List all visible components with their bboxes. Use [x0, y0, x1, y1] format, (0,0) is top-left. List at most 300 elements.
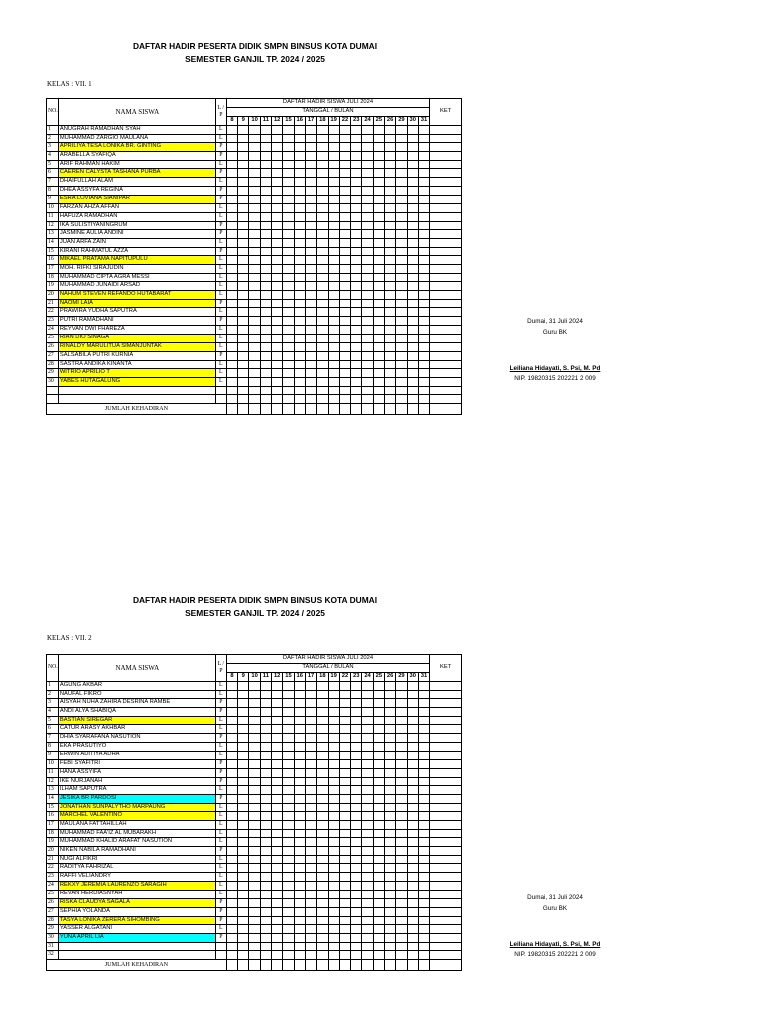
attendance-cell[interactable]: [260, 942, 271, 951]
ket-cell[interactable]: [430, 377, 462, 386]
attendance-cell[interactable]: [260, 734, 271, 743]
attendance-cell[interactable]: [418, 204, 429, 213]
attendance-cell[interactable]: [238, 786, 249, 795]
attendance-cell[interactable]: [294, 708, 305, 717]
attendance-cell[interactable]: [339, 351, 350, 360]
attendance-cell[interactable]: [362, 351, 373, 360]
attendance-cell[interactable]: [373, 716, 384, 725]
attendance-cell[interactable]: [305, 360, 316, 369]
attendance-cell[interactable]: [283, 317, 294, 326]
attendance-cell[interactable]: [238, 395, 249, 404]
attendance-cell[interactable]: [396, 308, 407, 317]
attendance-cell[interactable]: [283, 308, 294, 317]
attendance-cell[interactable]: [305, 143, 316, 152]
attendance-cell[interactable]: [305, 369, 316, 378]
attendance-cell[interactable]: [362, 864, 373, 873]
attendance-cell[interactable]: [373, 855, 384, 864]
attendance-cell[interactable]: [305, 933, 316, 942]
attendance-cell[interactable]: [294, 803, 305, 812]
attendance-cell[interactable]: [328, 899, 339, 908]
attendance-cell[interactable]: [373, 212, 384, 221]
attendance-cell[interactable]: [226, 186, 237, 195]
attendance-cell[interactable]: [339, 317, 350, 326]
attendance-cell[interactable]: [339, 143, 350, 152]
attendance-cell[interactable]: [294, 195, 305, 204]
attendance-cell[interactable]: [418, 794, 429, 803]
attendance-cell[interactable]: [362, 360, 373, 369]
attendance-cell[interactable]: [272, 334, 283, 343]
attendance-cell[interactable]: [272, 195, 283, 204]
attendance-cell[interactable]: [294, 291, 305, 300]
attendance-cell[interactable]: [396, 847, 407, 856]
attendance-cell[interactable]: [238, 690, 249, 699]
attendance-cell[interactable]: [226, 299, 237, 308]
attendance-cell[interactable]: [272, 178, 283, 187]
attendance-cell[interactable]: [260, 708, 271, 717]
attendance-cell[interactable]: [238, 725, 249, 734]
attendance-cell[interactable]: [294, 951, 305, 960]
ket-cell[interactable]: [430, 864, 462, 873]
attendance-cell[interactable]: [272, 708, 283, 717]
attendance-cell[interactable]: [373, 325, 384, 334]
attendance-cell[interactable]: [272, 812, 283, 821]
attendance-cell[interactable]: [294, 212, 305, 221]
attendance-cell[interactable]: [283, 169, 294, 178]
attendance-cell[interactable]: [418, 873, 429, 882]
attendance-cell[interactable]: [373, 369, 384, 378]
attendance-cell[interactable]: [418, 360, 429, 369]
attendance-cell[interactable]: [373, 317, 384, 326]
attendance-cell[interactable]: [238, 204, 249, 213]
attendance-cell[interactable]: [384, 126, 395, 135]
attendance-cell[interactable]: [317, 864, 328, 873]
attendance-cell[interactable]: [317, 265, 328, 274]
attendance-cell[interactable]: [317, 195, 328, 204]
attendance-cell[interactable]: [339, 838, 350, 847]
attendance-cell[interactable]: [317, 178, 328, 187]
attendance-cell[interactable]: [283, 221, 294, 230]
attendance-cell[interactable]: [226, 308, 237, 317]
attendance-cell[interactable]: [328, 751, 339, 760]
attendance-cell[interactable]: [351, 377, 362, 386]
attendance-cell[interactable]: [384, 238, 395, 247]
attendance-cell[interactable]: [384, 907, 395, 916]
attendance-cell[interactable]: [283, 282, 294, 291]
attendance-cell[interactable]: [373, 221, 384, 230]
attendance-cell[interactable]: [407, 725, 418, 734]
attendance-cell[interactable]: [260, 925, 271, 934]
attendance-cell[interactable]: [294, 369, 305, 378]
attendance-cell[interactable]: [226, 178, 237, 187]
attendance-cell[interactable]: [396, 325, 407, 334]
attendance-cell[interactable]: [373, 178, 384, 187]
attendance-cell[interactable]: [384, 794, 395, 803]
attendance-cell[interactable]: [407, 760, 418, 769]
attendance-cell[interactable]: [305, 847, 316, 856]
attendance-cell[interactable]: [351, 126, 362, 135]
attendance-cell[interactable]: [305, 829, 316, 838]
attendance-cell[interactable]: [339, 186, 350, 195]
attendance-cell[interactable]: [305, 699, 316, 708]
attendance-cell[interactable]: [305, 169, 316, 178]
attendance-cell[interactable]: [260, 933, 271, 942]
attendance-cell[interactable]: [373, 873, 384, 882]
attendance-cell[interactable]: [384, 134, 395, 143]
attendance-cell[interactable]: [305, 291, 316, 300]
attendance-cell[interactable]: [283, 708, 294, 717]
attendance-cell[interactable]: [384, 890, 395, 899]
attendance-cell[interactable]: [418, 291, 429, 300]
attendance-cell[interactable]: [373, 881, 384, 890]
attendance-cell[interactable]: [384, 308, 395, 317]
attendance-cell[interactable]: [305, 343, 316, 352]
attendance-cell[interactable]: [351, 916, 362, 925]
attendance-cell[interactable]: [384, 699, 395, 708]
attendance-cell[interactable]: [396, 899, 407, 908]
attendance-cell[interactable]: [249, 377, 260, 386]
attendance-cell[interactable]: [249, 708, 260, 717]
attendance-cell[interactable]: [351, 169, 362, 178]
attendance-cell[interactable]: [249, 794, 260, 803]
ket-cell[interactable]: [430, 716, 462, 725]
attendance-cell[interactable]: [407, 134, 418, 143]
attendance-cell[interactable]: [339, 716, 350, 725]
attendance-cell[interactable]: [226, 786, 237, 795]
attendance-cell[interactable]: [272, 881, 283, 890]
attendance-cell[interactable]: [384, 395, 395, 404]
attendance-cell[interactable]: [238, 230, 249, 239]
attendance-cell[interactable]: [249, 178, 260, 187]
attendance-cell[interactable]: [407, 152, 418, 161]
attendance-cell[interactable]: [260, 343, 271, 352]
attendance-cell[interactable]: [407, 794, 418, 803]
attendance-cell[interactable]: [339, 925, 350, 934]
attendance-cell[interactable]: [260, 308, 271, 317]
attendance-cell[interactable]: [317, 247, 328, 256]
attendance-cell[interactable]: [260, 238, 271, 247]
attendance-cell[interactable]: [272, 134, 283, 143]
attendance-cell[interactable]: [418, 890, 429, 899]
attendance-cell[interactable]: [418, 803, 429, 812]
attendance-cell[interactable]: [283, 395, 294, 404]
attendance-cell[interactable]: [283, 777, 294, 786]
attendance-cell[interactable]: [339, 160, 350, 169]
attendance-cell[interactable]: [260, 178, 271, 187]
attendance-cell[interactable]: [294, 256, 305, 265]
attendance-cell[interactable]: [249, 847, 260, 856]
ket-cell[interactable]: [430, 265, 462, 274]
attendance-cell[interactable]: [362, 195, 373, 204]
attendance-cell[interactable]: [238, 899, 249, 908]
attendance-cell[interactable]: [328, 247, 339, 256]
attendance-cell[interactable]: [283, 760, 294, 769]
attendance-cell[interactable]: [238, 186, 249, 195]
attendance-cell[interactable]: [396, 360, 407, 369]
ket-cell[interactable]: [430, 351, 462, 360]
attendance-cell[interactable]: [384, 143, 395, 152]
attendance-cell[interactable]: [373, 933, 384, 942]
attendance-cell[interactable]: [384, 152, 395, 161]
attendance-cell[interactable]: [418, 690, 429, 699]
attendance-cell[interactable]: [283, 812, 294, 821]
ket-cell[interactable]: [430, 899, 462, 908]
attendance-cell[interactable]: [328, 195, 339, 204]
attendance-cell[interactable]: [396, 829, 407, 838]
attendance-cell[interactable]: [260, 768, 271, 777]
attendance-cell[interactable]: [373, 829, 384, 838]
attendance-cell[interactable]: [418, 708, 429, 717]
attendance-cell[interactable]: [396, 160, 407, 169]
attendance-cell[interactable]: [317, 873, 328, 882]
attendance-cell[interactable]: [418, 699, 429, 708]
attendance-cell[interactable]: [249, 186, 260, 195]
attendance-cell[interactable]: [305, 351, 316, 360]
attendance-cell[interactable]: [362, 690, 373, 699]
attendance-cell[interactable]: [283, 899, 294, 908]
attendance-cell[interactable]: [238, 152, 249, 161]
attendance-cell[interactable]: [317, 742, 328, 751]
attendance-cell[interactable]: [362, 395, 373, 404]
attendance-cell[interactable]: [418, 247, 429, 256]
attendance-cell[interactable]: [260, 160, 271, 169]
attendance-cell[interactable]: [294, 186, 305, 195]
attendance-cell[interactable]: [283, 803, 294, 812]
attendance-cell[interactable]: [238, 160, 249, 169]
attendance-cell[interactable]: [384, 256, 395, 265]
attendance-cell[interactable]: [260, 751, 271, 760]
attendance-cell[interactable]: [249, 699, 260, 708]
attendance-cell[interactable]: [226, 143, 237, 152]
attendance-cell[interactable]: [362, 803, 373, 812]
attendance-cell[interactable]: [238, 803, 249, 812]
attendance-cell[interactable]: [317, 273, 328, 282]
attendance-cell[interactable]: [283, 951, 294, 960]
attendance-cell[interactable]: [396, 169, 407, 178]
attendance-cell[interactable]: [272, 855, 283, 864]
ket-cell[interactable]: [430, 768, 462, 777]
attendance-cell[interactable]: [373, 708, 384, 717]
attendance-cell[interactable]: [339, 299, 350, 308]
attendance-cell[interactable]: [339, 204, 350, 213]
attendance-cell[interactable]: [283, 186, 294, 195]
attendance-cell[interactable]: [339, 230, 350, 239]
attendance-cell[interactable]: [317, 351, 328, 360]
attendance-cell[interactable]: [226, 221, 237, 230]
attendance-cell[interactable]: [328, 169, 339, 178]
attendance-cell[interactable]: [226, 716, 237, 725]
attendance-cell[interactable]: [283, 734, 294, 743]
attendance-cell[interactable]: [226, 351, 237, 360]
attendance-cell[interactable]: [238, 864, 249, 873]
attendance-cell[interactable]: [396, 152, 407, 161]
attendance-cell[interactable]: [396, 890, 407, 899]
attendance-cell[interactable]: [328, 768, 339, 777]
attendance-cell[interactable]: [272, 829, 283, 838]
attendance-cell[interactable]: [396, 195, 407, 204]
attendance-cell[interactable]: [317, 925, 328, 934]
attendance-cell[interactable]: [294, 873, 305, 882]
attendance-cell[interactable]: [305, 160, 316, 169]
attendance-cell[interactable]: [238, 942, 249, 951]
attendance-cell[interactable]: [418, 725, 429, 734]
attendance-cell[interactable]: [373, 134, 384, 143]
attendance-cell[interactable]: [317, 829, 328, 838]
attendance-cell[interactable]: [283, 838, 294, 847]
attendance-cell[interactable]: [272, 751, 283, 760]
attendance-cell[interactable]: [226, 195, 237, 204]
attendance-cell[interactable]: [238, 212, 249, 221]
attendance-cell[interactable]: [260, 395, 271, 404]
attendance-cell[interactable]: [226, 760, 237, 769]
attendance-cell[interactable]: [339, 768, 350, 777]
attendance-cell[interactable]: [362, 916, 373, 925]
attendance-cell[interactable]: [407, 942, 418, 951]
attendance-cell[interactable]: [283, 690, 294, 699]
attendance-cell[interactable]: [294, 265, 305, 274]
attendance-cell[interactable]: [328, 186, 339, 195]
attendance-cell[interactable]: [407, 751, 418, 760]
attendance-cell[interactable]: [362, 925, 373, 934]
attendance-cell[interactable]: [249, 690, 260, 699]
attendance-cell[interactable]: [351, 682, 362, 691]
attendance-cell[interactable]: [351, 907, 362, 916]
attendance-cell[interactable]: [294, 299, 305, 308]
attendance-cell[interactable]: [373, 925, 384, 934]
attendance-cell[interactable]: [249, 933, 260, 942]
attendance-cell[interactable]: [418, 760, 429, 769]
attendance-cell[interactable]: [396, 212, 407, 221]
attendance-cell[interactable]: [238, 951, 249, 960]
attendance-cell[interactable]: [396, 238, 407, 247]
attendance-cell[interactable]: [328, 716, 339, 725]
attendance-cell[interactable]: [260, 169, 271, 178]
attendance-cell[interactable]: [283, 152, 294, 161]
attendance-cell[interactable]: [339, 169, 350, 178]
attendance-cell[interactable]: [305, 247, 316, 256]
attendance-cell[interactable]: [384, 195, 395, 204]
attendance-cell[interactable]: [339, 742, 350, 751]
attendance-cell[interactable]: [339, 377, 350, 386]
attendance-cell[interactable]: [260, 186, 271, 195]
attendance-cell[interactable]: [351, 334, 362, 343]
attendance-cell[interactable]: [373, 725, 384, 734]
attendance-cell[interactable]: [238, 925, 249, 934]
attendance-cell[interactable]: [249, 760, 260, 769]
attendance-cell[interactable]: [226, 873, 237, 882]
attendance-cell[interactable]: [283, 881, 294, 890]
attendance-cell[interactable]: [362, 247, 373, 256]
attendance-cell[interactable]: [249, 803, 260, 812]
attendance-cell[interactable]: [226, 317, 237, 326]
attendance-cell[interactable]: [294, 134, 305, 143]
attendance-cell[interactable]: [226, 916, 237, 925]
ket-cell[interactable]: [430, 317, 462, 326]
attendance-cell[interactable]: [384, 343, 395, 352]
attendance-cell[interactable]: [305, 265, 316, 274]
attendance-cell[interactable]: [238, 143, 249, 152]
attendance-cell[interactable]: [272, 742, 283, 751]
attendance-cell[interactable]: [283, 325, 294, 334]
attendance-cell[interactable]: [407, 178, 418, 187]
attendance-cell[interactable]: [249, 273, 260, 282]
attendance-cell[interactable]: [328, 360, 339, 369]
attendance-cell[interactable]: [249, 942, 260, 951]
attendance-cell[interactable]: [373, 864, 384, 873]
attendance-cell[interactable]: [294, 395, 305, 404]
attendance-cell[interactable]: [407, 768, 418, 777]
attendance-cell[interactable]: [384, 204, 395, 213]
attendance-cell[interactable]: [238, 708, 249, 717]
attendance-cell[interactable]: [396, 265, 407, 274]
attendance-cell[interactable]: [317, 942, 328, 951]
attendance-cell[interactable]: [238, 308, 249, 317]
attendance-cell[interactable]: [238, 742, 249, 751]
attendance-cell[interactable]: [305, 690, 316, 699]
attendance-cell[interactable]: [317, 204, 328, 213]
attendance-cell[interactable]: [226, 377, 237, 386]
attendance-cell[interactable]: [407, 195, 418, 204]
attendance-cell[interactable]: [362, 855, 373, 864]
attendance-cell[interactable]: [362, 760, 373, 769]
attendance-cell[interactable]: [339, 812, 350, 821]
attendance-cell[interactable]: [384, 873, 395, 882]
attendance-cell[interactable]: [339, 178, 350, 187]
attendance-cell[interactable]: [339, 734, 350, 743]
attendance-cell[interactable]: [362, 143, 373, 152]
attendance-cell[interactable]: [283, 751, 294, 760]
attendance-cell[interactable]: [305, 838, 316, 847]
attendance-cell[interactable]: [407, 899, 418, 908]
ket-cell[interactable]: [430, 812, 462, 821]
attendance-cell[interactable]: [407, 708, 418, 717]
attendance-cell[interactable]: [272, 725, 283, 734]
attendance-cell[interactable]: [328, 178, 339, 187]
ket-cell[interactable]: [430, 152, 462, 161]
attendance-cell[interactable]: [226, 708, 237, 717]
attendance-cell[interactable]: [362, 126, 373, 135]
attendance-cell[interactable]: [226, 360, 237, 369]
attendance-cell[interactable]: [351, 829, 362, 838]
attendance-cell[interactable]: [283, 273, 294, 282]
attendance-cell[interactable]: [294, 238, 305, 247]
attendance-cell[interactable]: [351, 933, 362, 942]
attendance-cell[interactable]: [418, 386, 429, 395]
attendance-cell[interactable]: [328, 308, 339, 317]
attendance-cell[interactable]: [294, 847, 305, 856]
ket-cell[interactable]: [430, 881, 462, 890]
attendance-cell[interactable]: [362, 369, 373, 378]
attendance-cell[interactable]: [294, 864, 305, 873]
attendance-cell[interactable]: [328, 126, 339, 135]
ket-cell[interactable]: [430, 690, 462, 699]
attendance-cell[interactable]: [396, 794, 407, 803]
attendance-cell[interactable]: [260, 777, 271, 786]
attendance-cell[interactable]: [226, 838, 237, 847]
ket-cell[interactable]: [430, 786, 462, 795]
attendance-cell[interactable]: [238, 777, 249, 786]
attendance-cell[interactable]: [351, 256, 362, 265]
attendance-cell[interactable]: [396, 855, 407, 864]
attendance-cell[interactable]: [238, 916, 249, 925]
attendance-cell[interactable]: [351, 838, 362, 847]
attendance-cell[interactable]: [362, 751, 373, 760]
attendance-cell[interactable]: [238, 751, 249, 760]
attendance-cell[interactable]: [249, 212, 260, 221]
attendance-cell[interactable]: [272, 768, 283, 777]
attendance-cell[interactable]: [260, 899, 271, 908]
attendance-cell[interactable]: [351, 951, 362, 960]
attendance-cell[interactable]: [384, 933, 395, 942]
